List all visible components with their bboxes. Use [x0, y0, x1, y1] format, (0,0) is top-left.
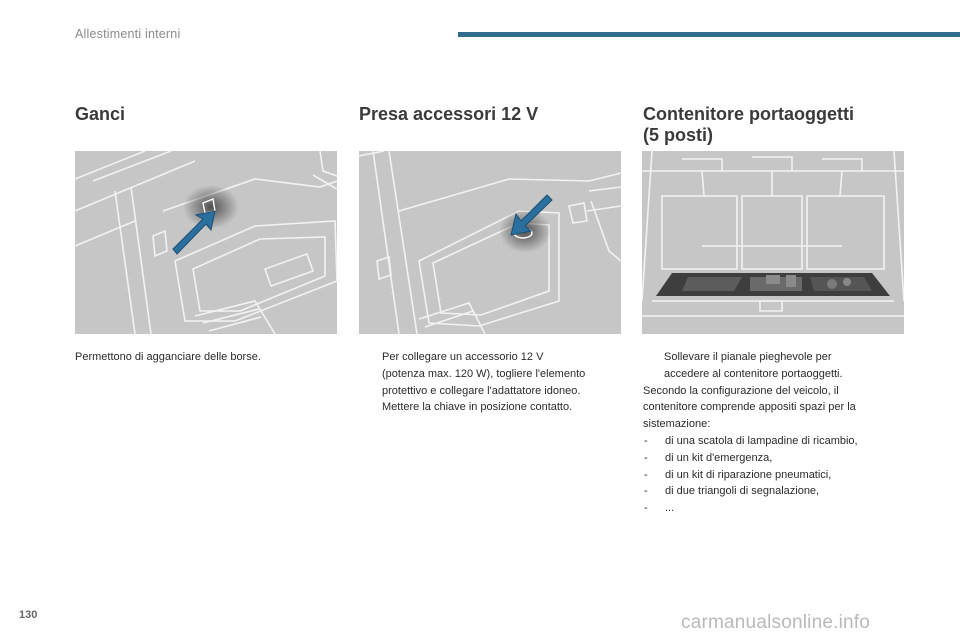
list-item: - di un kit d'emergenza, [644, 451, 773, 464]
watermark: carmanualsonline.info [681, 612, 871, 633]
storage-instruction-1: Sollevare il pianale pieghevole per accedere al contenitore portaoggetti. [664, 351, 843, 380]
list-item: - di una scatola di lampadine di ricambio, [644, 434, 858, 447]
section-title-hooks: Ganci [75, 104, 126, 124]
socket-illustration [359, 151, 621, 334]
list-item: - ... [644, 502, 675, 515]
storage-contents-list [643, 433, 905, 517]
list-item: - di due triangoli di segnalazione, [644, 485, 820, 498]
page-number: 130 [19, 609, 38, 621]
section-title-storage-box: Contenitore portaoggetti (5 posti) [643, 104, 854, 145]
header-accent-bar [458, 32, 960, 37]
hooks-description: Permettono di agganciare delle borse. [75, 351, 261, 363]
hooks-illustration [75, 151, 337, 334]
socket-instruction-2: Mettere la chiave in posizione contatto. [382, 401, 573, 414]
header-title: Allestimenti interni [75, 27, 181, 41]
list-item: - di un kit di riparazione pneumatici, [644, 468, 832, 481]
section-title-accessory-socket: Presa accessori 12 V [359, 104, 539, 124]
storage-illustration [642, 151, 904, 334]
socket-instruction-1: Per collegare un accessorio 12 V (potenza max. 120 W), togliere l'elemento protettivo e collegare l'adattatore idoneo. [382, 351, 586, 397]
storage-description: Secondo la configurazione del veicolo, il contenitore comprende appositi spazi per la sistemazione: [643, 384, 856, 431]
